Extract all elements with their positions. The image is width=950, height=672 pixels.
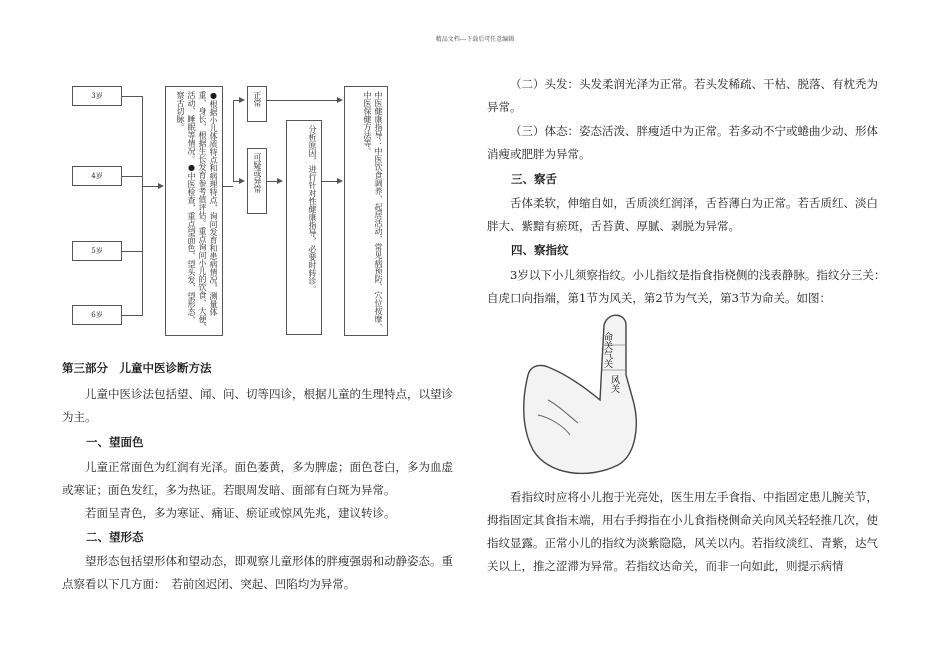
analysis-box: 分析原因，进行针对性健康指导，必要时转诊。	[286, 120, 322, 335]
finger-label-qi: 气关	[602, 350, 612, 368]
hair-paragraph: （二）头发：头发柔润光泽为正常。若头发稀疏、干枯、脱落、有枕秃为异常。	[487, 77, 878, 114]
section-face-color-title: 一、望面色	[86, 435, 144, 449]
health-guide-box: 中医健康指导：中医饮食调养、起居活动、常见病预防、穴位按摩、中医保健方法等。	[344, 86, 388, 336]
finger-label-ming: 命关	[602, 332, 612, 350]
normal-box: 正常	[247, 86, 267, 122]
finger-veins-paragraph-2: 看指纹时应将小儿抱于光亮处，医生用左手食指、中指固定患儿腕关节，拇指固定其食指末端，用右手拇指在小儿食指桡侧命关向风关轻轻推几次，使指纹显露。正常小儿的指纹为淡紫隐隐，风关以内。若指纹淡红、青紫，达气关以上，推之涩滞为异常。若指纹达命关，而非一向如此，则提示病情	[487, 490, 878, 573]
finger-diagram	[508, 305, 648, 485]
tongue-paragraph: 舌体柔软，伸缩自如，舌质淡红润泽，舌苔薄白为正常。若舌质红、淡白胖大、紫黯有瘀斑，舌苔黄、厚腻、剥脱为异常。	[487, 196, 878, 233]
body-posture-paragraph: （三）体态：姿态活泼、胖瘦适中为正常。若多动不宁或蜷曲少动、形体消瘦或肥胖为异常。	[487, 124, 878, 161]
age-box-6: 6岁	[72, 305, 122, 325]
face-color-paragraph: 儿童正常面色为红润有光泽。面色萎黄，多为脾虚；面色苍白，多为血虚或寒证；面色发红，多为热证。若眼周发暗、面部有白斑为异常。	[62, 460, 453, 497]
part-title: 第三部分 儿童中医诊断方法	[62, 361, 212, 375]
section-tongue-title: 三、察舌	[511, 172, 557, 186]
section-finger-veins-title: 四、察指纹	[511, 243, 569, 257]
page-header: 精品文档---下载后可任意编辑	[435, 36, 515, 43]
face-color-paragraph-2: 若面呈青色，多为寒证、痛证、瘀证或惊风先兆，建议转诊。	[85, 506, 396, 520]
age-box-5: 5岁	[72, 241, 122, 261]
abnormal-box: 可疑或异常	[247, 148, 267, 214]
finger-veins-paragraph: 3岁以下小儿须察指纹。小儿指纹是指食指桡侧的浅表静脉。指纹分三关：自虎口向指端，第1节为风关，第2节为气关，第3节为命关。如图：	[487, 268, 886, 305]
age-box-3: 3岁	[72, 86, 122, 106]
checkup-content-box: ●根据小儿体质特点和病理特点，询问发育和患病情况，测量体重、身长，根据生长发育参考值评估。重点询问小儿的饮食、大便、活动、睡眠等情况。●中医检查，重点望面色、望头发、望形态、察舌切脉。	[165, 86, 223, 336]
intro-paragraph: 儿童中医诊法包括望、闻、问、切等四诊，根据儿童的生理特点，以望诊为主。	[62, 387, 453, 424]
finger-label-feng: 风关	[609, 375, 619, 393]
section-form-title: 二、望形态	[86, 530, 144, 544]
age-box-4: 4岁	[72, 166, 122, 186]
form-paragraph: 望形态包括望形体和望动态，即观察儿童形体的胖瘦强弱和动静姿态。重点察看以下几方面： 若前囟迟闭、突起、凹陷均为异常。	[62, 554, 453, 591]
